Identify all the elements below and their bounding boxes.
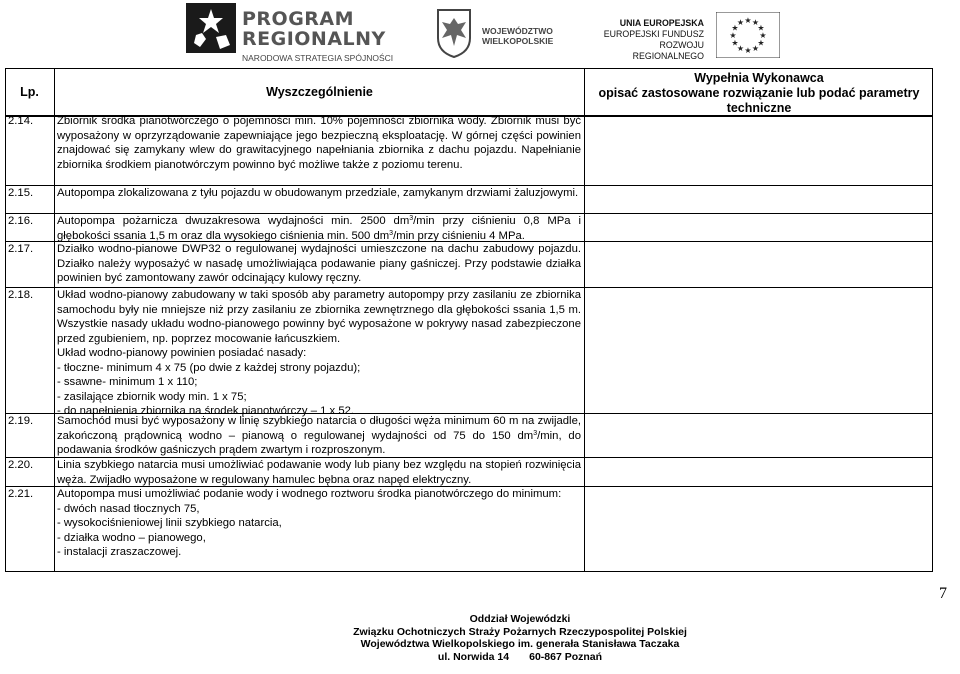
wojewodztwo-line: WOJEWÓDZTWO <box>482 26 553 36</box>
row-text: /min przy ciśnieniu 0,8 MPa i głębokości ssania 1,5 m oraz dla wysokiego ciśnienia min. 500 dm <box>57 215 582 242</box>
eu-star-icon: ★ <box>757 38 765 48</box>
row-number: 2.20. <box>8 459 34 471</box>
specification-table <box>5 68 933 572</box>
row-text: Autopompa musi umożliwiać podanie wody i wodnego roztworu środka pianotwórczego do minimum: <box>57 488 562 500</box>
column-header-specification: Wyszczególnienie <box>266 85 373 99</box>
footer-line: Oddział Wojewódzki <box>469 613 571 625</box>
eagle-crest-icon <box>436 8 472 58</box>
row-line: - dwóch nasad tłocznych 75, <box>57 502 200 515</box>
row-text: /min przy ciśnieniu 4 MPa. <box>393 229 525 242</box>
program-regionalny-title <box>242 9 386 49</box>
row-number: 2.15. <box>8 187 34 199</box>
eu-flag-icon <box>716 12 780 58</box>
footer-address-line <box>330 651 710 664</box>
superscript: 3 <box>533 429 538 437</box>
row-text: Samochód musi być wyposażony w linię szybkiego natarcia o długości węża minimum 60 m na zwijadle, zakończoną prądownicą wodno – pianową o regulowanej wydajności od 75 do 150 dm <box>57 415 581 442</box>
eu-star-icon: ★ <box>759 31 767 40</box>
footer-line: Związku Ochotniczych Straży Pożarnych Rzeczypospolitej Polskiej <box>353 625 687 638</box>
row-number: 2.19. <box>8 415 34 427</box>
program-line: PROGRAM <box>242 8 355 30</box>
row-line: - do napełnienia zbiornika na środek pianotwórczy – 1 x 52. <box>57 405 355 417</box>
contractor-header-line1: Wypełnia Wykonawca <box>694 71 824 85</box>
wielkopolskie-line: WIELKOPOLSKIE <box>482 36 554 46</box>
eu-line: UNIA EUROPEJSKA <box>619 18 704 28</box>
footer-address <box>330 613 710 663</box>
eu-star-icon: ★ <box>744 46 752 55</box>
row-line: - ssawne- minimum 1 x 110; <box>57 376 198 388</box>
row-line: - zasilające zbiornik wody min. 1 x 75; <box>57 390 247 403</box>
row-description <box>57 487 581 560</box>
column-header-contractor <box>587 71 931 116</box>
row-description <box>57 214 581 243</box>
row-text: Autopompa zlokalizowana z tyłu pojazdu w obudowanym przedziale, zamykanym drzwiami żaluzjowymi. <box>57 187 579 199</box>
row-description <box>57 458 581 487</box>
wojewodztwo-logo <box>436 8 566 64</box>
eu-fund-line: EUROPEJSKI FUNDUSZ <box>603 29 704 39</box>
eu-star-icon: ★ <box>751 18 760 27</box>
eu-star-icon: ★ <box>731 38 739 48</box>
row-text: Zbiornik środka pianotwórczego o pojemności min. 10% pojemności zbiornika wody. Zbiornik musi być wyposażony w oprzyrządowanie zapewniające jego bezpieczną eksploatację. W górnej części powinien znajdować się zamykany wlew do grawitacyjnego napełniania zbiornika z dachu pojazdu. Napełnianie zbiornika środkiem pianotwórczym powinno być możliwe także z poziomu terenu. <box>57 115 581 171</box>
row-description <box>57 414 581 458</box>
eu-star-icon: ★ <box>729 31 737 40</box>
footer-line: Województwa Wielkopolskiego im. generała Stanisława Taczaka <box>360 638 680 650</box>
regionalny-line: REGIONALNY <box>242 28 386 50</box>
row-line: Układ wodno-pianowy powinien posiadać nasady: <box>57 347 307 359</box>
row-text: Działko wodno-pianowe DWP32 o regulowanej wydajności umieszczone na dachu zabudowy pojazdu. Działko należy wyposażyć w nasadę umożliwiająca podawanie piany gaśniczej. Przy podstawie działka powinien być zamontowany zawór odcinający kulowy ręczny. <box>57 243 581 284</box>
row-text: /min, do podawania środków gaśniczych prądem zwartym i rozproszonym. <box>57 429 581 456</box>
eu-star-icon: ★ <box>751 44 760 53</box>
eu-text <box>590 18 704 62</box>
eu-star-icon: ★ <box>736 18 745 27</box>
row-number: 2.17. <box>8 243 34 255</box>
row-line: - działka wodno – pianowego, <box>57 531 206 544</box>
logo-header <box>0 0 960 68</box>
row-description <box>57 114 581 172</box>
eu-star-icon: ★ <box>736 44 745 53</box>
contractor-header-line2: opisać zastosowane rozwiązanie lub podać parametry techniczne <box>598 86 920 115</box>
program-regionalny-mark-icon <box>186 3 236 53</box>
column-header-lp: Lp. <box>20 85 39 99</box>
superscript: 3 <box>409 215 414 222</box>
row-number: 2.14. <box>8 115 34 127</box>
row-line: - instalacji zraszaczowej. <box>57 546 182 558</box>
row-number: 2.16. <box>8 215 34 227</box>
row-number: 2.21. <box>8 488 34 500</box>
eu-star-icon: ★ <box>757 23 765 33</box>
row-text: Autopompa pożarnicza dwuzakresowa wydajności min. 2500 dm <box>57 215 410 227</box>
row-line: - tłoczne- minimum 4 x 75 (po dwie z każdej strony pojazdu); <box>57 361 361 374</box>
row-line: - wysokociśnieniowej linii szybkiego natarcia, <box>57 517 282 529</box>
row-description <box>57 242 581 286</box>
eu-regional-line: ROZWOJU REGIONALNEGO <box>632 40 704 61</box>
wojewodztwo-text <box>482 26 553 46</box>
eu-star-icon: ★ <box>731 23 739 33</box>
row-number: 2.18. <box>8 289 34 301</box>
page-number: 7 <box>939 585 947 602</box>
footer-city: 60-867 Poznań <box>529 650 603 663</box>
footer-street: ul. Norwida 14 <box>437 650 510 663</box>
program-regionalny-logo <box>186 3 392 65</box>
eu-star-icon: ★ <box>744 16 752 25</box>
row-text: Układ wodno-pianowy zabudowany w taki sposób aby parametry autopompy przy zasilaniu ze zbiornika samochodu były nie mniejsze niż przy zasilaniu ze zbiornika zewnętrznego dla głębokości ssania 1,5 m. Wszystkie nasady układu wodno-pianowego powinny być wyposażone w pokrywy nasad zabezpieczone przed zgubieniem, np. poprzez mocowanie łańcuszkiem. <box>57 289 581 345</box>
row-description <box>57 288 581 419</box>
superscript: 3 <box>389 229 394 237</box>
row-text: Linia szybkiego natarcia musi umożliwiać podawanie wody lub piany bez względu na stopień rozwinięcia węża. Zwijadło wyposażone w regulowany hamulec bębna oraz napęd elektryczny. <box>57 459 581 486</box>
row-description <box>57 186 581 201</box>
eu-logo <box>590 12 790 62</box>
program-subtitle: NARODOWA STRATEGIA SPÓJNOŚCI <box>242 53 394 63</box>
